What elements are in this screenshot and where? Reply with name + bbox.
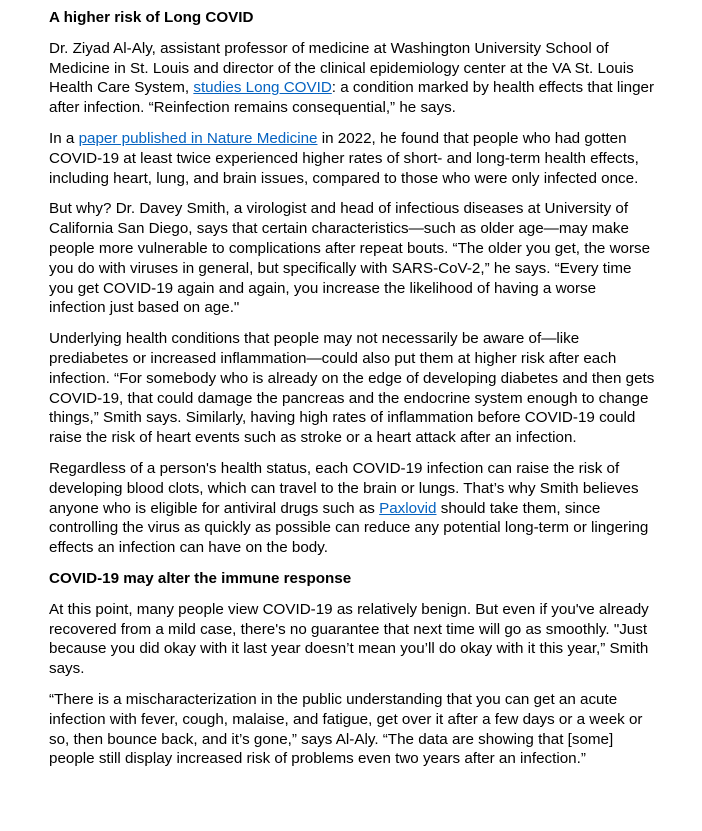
studies-long-covid-link[interactable]: studies Long COVID	[193, 79, 332, 97]
text-run: Dr. Ziyad Al-Aly, assistant professor of medicine at Washington University School of Medicine in St. Louis and director of the clinical epidemiology center at the VA St. Louis Health Care System,	[49, 39, 634, 97]
paragraph	[49, 329, 655, 448]
paragraph	[49, 459, 655, 558]
article-body	[49, 8, 655, 780]
text-run: “There is a mischaracterization in the public understanding that you can get an acute infection with fever, cough, malaise, and fatigue, get over it after a few days or a week or so, then bounce back, and it’s gone,” says Al-Aly. “The data are showing that [some] people still display increased risk of problems even two years after an infection.”	[49, 690, 643, 768]
text-run: Regardless of a person's health status, each COVID-19 infection can raise the risk of developing blood clots, which can travel to the brain or lungs. That’s why Smith believes anyone who is eligible for antiviral drugs such as	[49, 459, 639, 517]
text-run: Underlying health conditions that people may not necessarily be aware of—like prediabetes or increased inflammation—could also put them at higher risk after each infection. “For somebody who is already on the edge of developing diabetes and then gets COVID-19, that could damage the pancreas and the endocrine system enough to change things,” Smith says. Similarly, having high rates of inflammation before COVID-19 could raise the risk of heart events such as stroke or a heart attack after an infection.	[49, 330, 655, 447]
paragraph	[49, 600, 655, 679]
text-run: At this point, many people view COVID-19 as relatively benign. But even if you've already recovered from a mild case, there's no guarantee that next time will go as smoothly. "Just because you did okay with it last year doesn’t mean you’ll do okay with it this year,” Smith says.	[49, 600, 649, 678]
paragraph	[49, 129, 655, 188]
nature-medicine-paper-link[interactable]: paper published in Nature Medicine	[78, 129, 318, 147]
text-run: should take them, since controlling the virus as quickly as possible can reduce any potential long-term or lingering effects an infection can have on the body.	[49, 499, 649, 557]
text-run: in 2022, he found that people who had gotten COVID-19 at least twice experienced higher rates of short- and long-term health effects, including heart, lung, and brain issues, compared to those who were only infected once.	[49, 129, 639, 187]
text-run: : a condition marked by health effects that linger after infection. “Reinfection remains consequential,” he says.	[49, 79, 655, 117]
text-run: But why? Dr. Davey Smith, a virologist and head of infectious diseases at University of California San Diego, says that certain characteristics—such as older age—may make people more vulnerable to complications after repeat bouts. “The older you get, the worse you do with viruses in general, but specifically with SARS-CoV-2,” he says. “Every time you get COVID-19 again and again, you increase the likelihood of having a worse infection just based on age."	[49, 200, 651, 317]
text-run: In a	[49, 129, 79, 147]
paxlovid-link[interactable]: Paxlovid	[379, 499, 437, 517]
paragraph	[49, 690, 655, 769]
paragraph	[49, 39, 655, 118]
section-heading: COVID-19 may alter the immune response	[49, 569, 352, 587]
paragraph	[49, 199, 655, 318]
section-heading: A higher risk of Long COVID	[49, 9, 254, 26]
